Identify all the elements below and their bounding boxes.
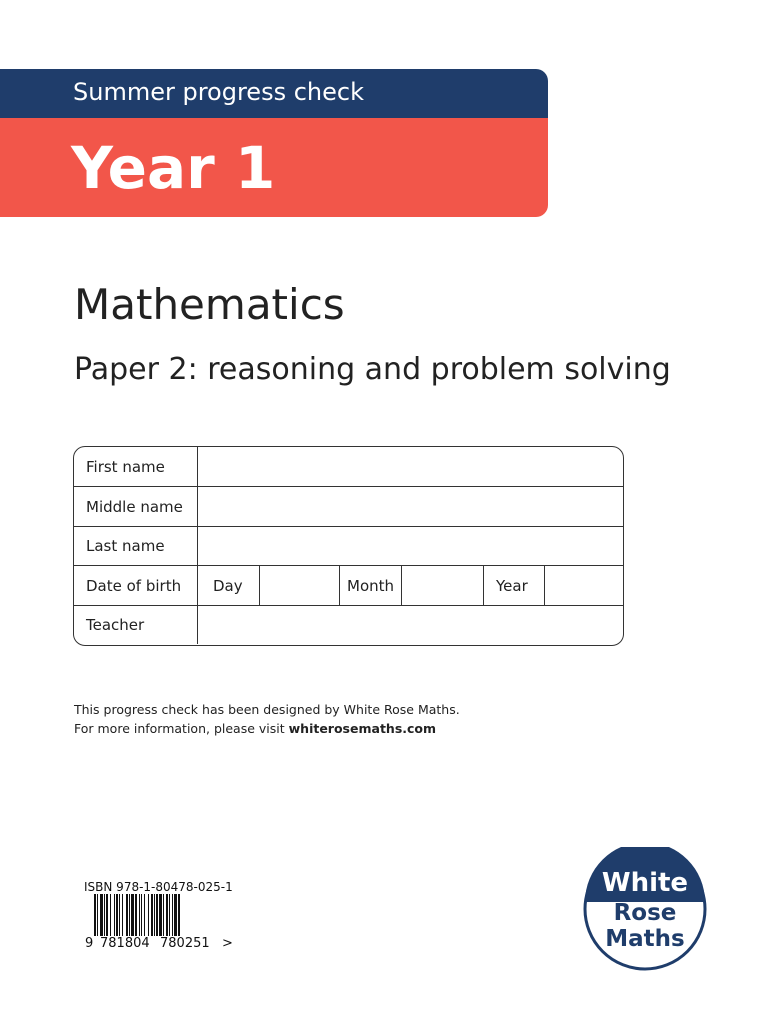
barcode-bar: [156, 894, 158, 936]
logo-line-1: White: [601, 868, 689, 898]
barcode-digits-group-2: 780251: [160, 936, 210, 951]
isbn-text: ISBN 978-1-80478-025-1: [84, 880, 233, 894]
barcode-bar: [148, 894, 149, 936]
logo-line-2: Rose: [613, 900, 677, 926]
info-text: [74, 700, 460, 738]
year-title: Year 1: [71, 134, 276, 202]
barcode-bar: [159, 894, 162, 936]
barcode-digits-group-1: 781804: [100, 936, 150, 951]
middle-name-field[interactable]: [198, 487, 623, 526]
barcode-bar: [139, 894, 140, 936]
barcode-bar: [114, 894, 115, 936]
barcode-bar: [119, 894, 120, 936]
year-field[interactable]: [545, 566, 623, 605]
barcode-icon: [94, 894, 220, 936]
barcode-bar: [141, 894, 142, 936]
date-of-birth-label: Date of birth: [86, 576, 182, 595]
barcode-bar: [144, 894, 145, 936]
teacher-label: Teacher: [86, 616, 145, 634]
middle-name-label: Middle name: [86, 497, 183, 516]
pupil-details-form: [73, 446, 624, 646]
progress-check-subtitle: Summer progress check: [73, 78, 364, 106]
website-link[interactable]: whiterosemaths.com: [288, 721, 437, 736]
date-of-birth-row: [74, 566, 623, 606]
barcode-bar: [129, 894, 130, 936]
teacher-row: [74, 605, 623, 644]
barcode-bar: [172, 894, 173, 936]
banner-title-bar: [0, 118, 548, 217]
last-name-row: [74, 526, 623, 566]
paper-title: Paper 2: reasoning and problem solving: [74, 352, 671, 387]
barcode-bar: [135, 894, 137, 936]
barcode-bar: [131, 894, 134, 936]
subject-heading: Mathematics: [74, 280, 345, 329]
first-name-field[interactable]: [198, 447, 623, 486]
middle-name-row: [74, 487, 623, 527]
barcode-bar: [174, 894, 177, 936]
barcode-bar: [178, 894, 180, 936]
barcode-bar: [100, 894, 103, 936]
teacher-field[interactable]: [198, 605, 623, 644]
barcode-bar: [163, 894, 164, 936]
barcode-bar: [94, 894, 96, 936]
barcode-bar: [122, 894, 123, 936]
barcode-lead-digit: 9: [85, 936, 94, 951]
month-label: Month: [347, 576, 395, 595]
barcode-bar: [154, 894, 155, 936]
divider: [483, 566, 484, 605]
banner-subtitle-bar: [0, 69, 548, 118]
month-field[interactable]: [402, 566, 483, 605]
day-field[interactable]: [260, 566, 339, 605]
year-label: Year: [496, 576, 528, 595]
info-line-1: This progress check has been designed by White Rose Maths.: [74, 702, 460, 717]
barcode-bar: [116, 894, 118, 936]
divider: [339, 566, 340, 605]
logo-line-3: Maths: [605, 926, 685, 952]
first-name-label: First name: [86, 458, 165, 476]
white-rose-maths-logo: [580, 847, 710, 971]
info-line-2-prefix: For more information, please visit: [74, 721, 289, 736]
barcode-bar: [97, 894, 98, 936]
divider: [197, 566, 198, 605]
barcode-bar: [169, 894, 170, 936]
barcode-bar: [126, 894, 128, 936]
last-name-label: Last name: [86, 537, 165, 555]
first-name-row: [74, 447, 623, 487]
info-line-2: [74, 719, 460, 738]
barcode-bar: [110, 894, 111, 936]
barcode-bar: [104, 894, 105, 936]
barcode-bar: [106, 894, 108, 936]
day-label: Day: [213, 576, 243, 595]
barcode-bar: [166, 894, 168, 936]
last-name-field[interactable]: [198, 526, 623, 565]
barcode-bar: [151, 894, 153, 936]
barcode-tail-marker: >: [222, 936, 233, 951]
